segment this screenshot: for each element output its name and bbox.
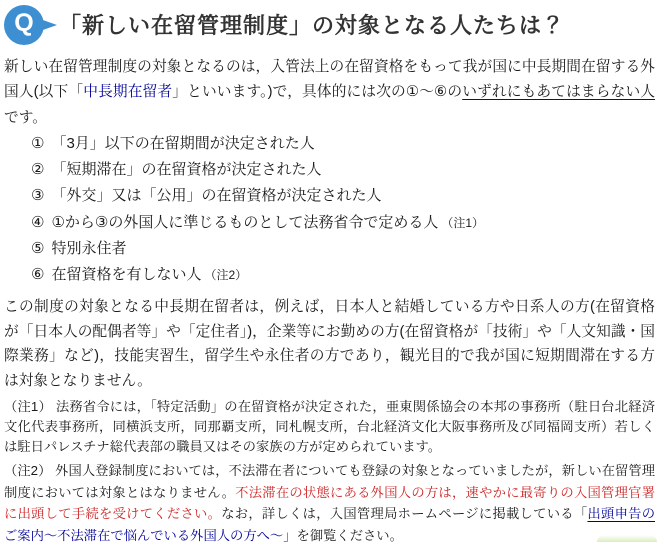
intro-paragraph (4, 55, 655, 131)
footnote-2-text: なお，詳しくは，入国管理局ホームページに掲載している「 (221, 506, 588, 522)
footnote-2-text: （注2） 外国人登録制度においては，不法滞在者についても登録の対象となっていましたが，新しい在留管理制度においては対象とはなりません。 (4, 463, 655, 500)
item-text: 在留資格を有しない人 (51, 265, 202, 283)
item-number: ⑤ (31, 239, 45, 257)
footnote-2-text: 」を御覧ください。 (283, 527, 403, 542)
list-item (31, 131, 655, 157)
q-letter: Q (14, 9, 34, 37)
item-text: 「3月」以下の在留期間が決定された人 (51, 134, 315, 152)
item-text: ①から③の外国人に準じるものとして法務省令で定める人 (51, 213, 439, 231)
list-item (31, 236, 655, 262)
question-bubble-icon (4, 5, 44, 45)
intro-text-post: です。 (4, 109, 47, 126)
footnote-2 (4, 460, 655, 542)
list-item (31, 157, 655, 183)
term-mid-long-term-resident: 中長期在留者 (83, 84, 173, 101)
list-item (31, 262, 655, 288)
intro-text-mid: 」といいます。)で，具体的には次の①～⑥の (172, 84, 463, 101)
item-text: 特別永住者 (51, 239, 127, 257)
item-number: ② (31, 161, 45, 179)
item-number: ⑥ (31, 265, 45, 283)
list-item (31, 210, 655, 236)
intro-underlined-phrase: いずれにもあてはまらない人 (462, 84, 655, 101)
excluded-persons-list (31, 131, 655, 288)
item-number: ① (31, 134, 45, 152)
note-reference: （注1） (441, 215, 485, 230)
illegal-stay-warning-text: 不法滞在の状態にある外国人の方は，速やかに最寄りの入国管理官署に出頭して手続を受けてください。 (4, 484, 655, 522)
scope-explanation-paragraph: この制度の対象となる中長期在留者は，例えば，日本人と結婚している方や日系人の方(在留資格が「日本人の配偶者等」や「定住者」)，企業等にお勤めの方(在留資格が「技術」や「人文知識・国際業務」など)，技能実習生，留学生や永住者の方であり，観光目的で我が国に短期間滞在する方は対象となりません。 (4, 299, 655, 389)
speech-bubble-tail-icon (40, 19, 57, 31)
question-header (4, 2, 655, 47)
item-text: 「外交」又は「公用」の在留資格が決定された人 (51, 187, 382, 205)
item-number: ④ (31, 213, 45, 231)
list-item (31, 183, 655, 209)
item-text: 「短期滞在」の在留資格が決定された人 (51, 161, 322, 179)
page-title: 「新しい在留管理制度」の対象となる人たちは？ (59, 13, 566, 38)
next-section-edge-decoration (597, 535, 657, 542)
note-reference: （注2） (204, 267, 248, 282)
intro-text-pre: 新しい在留管理制度の対象となるのは，入管法上の在留資格をもって我が国に中長期間在留する外国人(以下「 (4, 59, 655, 101)
item-number: ③ (31, 187, 45, 205)
voluntary-appearance-guide-link[interactable]: 出頭申告のご案内～不法滞在で悩んでいる外国人の方へ～ (4, 506, 656, 542)
footnote-1: （注1） 法務省令には，「特定活動」の在留資格が決定された，亜東関係協会の本邦の事務所（駐日台北経済文化代表事務所，同横浜支所，同那覇支所，同札幌支所，台北経済文化大阪事務所及び同福岡支所）若しくは駐日パレスチナ総代表部の職員又はその家族の方が定められています。 (4, 399, 655, 455)
